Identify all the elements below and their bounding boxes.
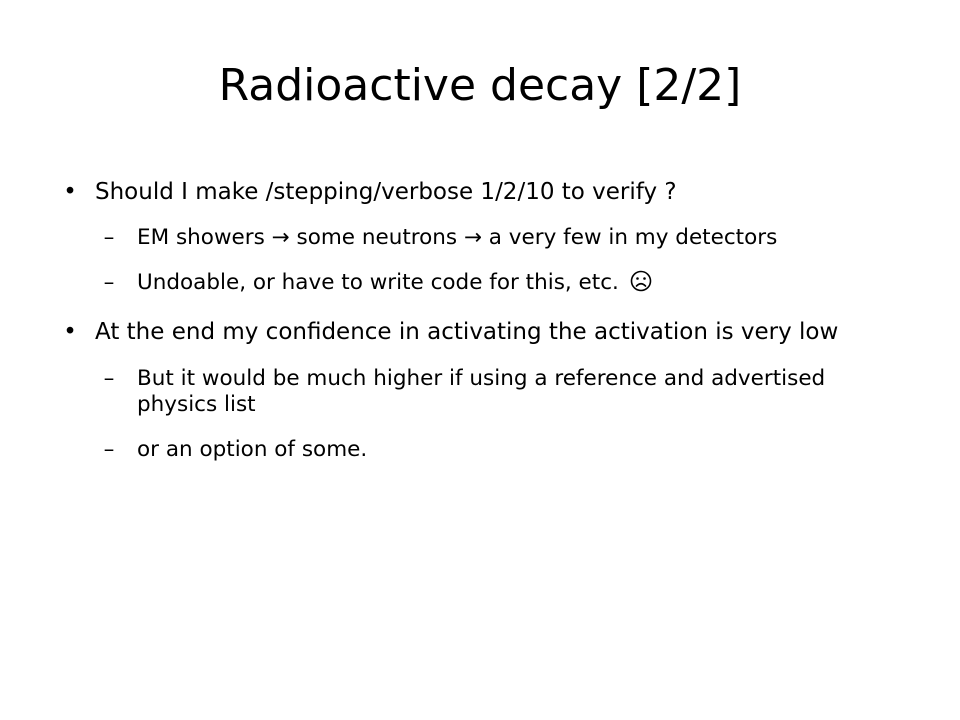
sub-bullet-item bbox=[60, 437, 840, 463]
sub-bullet-item bbox=[60, 270, 840, 299]
bullet-marker: • bbox=[63, 179, 77, 205]
sub-bullet-text: Undoable, or have to write code for this, etc. bbox=[137, 270, 619, 296]
dash-marker: – bbox=[103, 225, 115, 251]
bullet-item bbox=[60, 178, 840, 206]
slide-body bbox=[60, 178, 840, 482]
sub-bullet-item bbox=[60, 225, 840, 251]
sub-bullet-item bbox=[60, 366, 840, 418]
bullet-text: At the end my confidence in activating the activation is very low bbox=[95, 319, 839, 346]
bullet-item bbox=[60, 318, 840, 346]
sub-bullet-text: But it would be much higher if using a reference and advertised physics list bbox=[137, 365, 826, 417]
bullet-marker: • bbox=[63, 319, 77, 346]
bullet-text: Should I make /stepping/verbose 1/2/10 to verify ? bbox=[95, 179, 677, 205]
sub-bullet-text: EM showers → some neutrons → a very few in my detectors bbox=[137, 225, 778, 251]
dash-marker: – bbox=[103, 365, 115, 391]
dash-marker: – bbox=[103, 436, 115, 462]
sub-bullet-text: or an option of some. bbox=[137, 436, 368, 462]
slide-title: Radioactive decay [2/2] bbox=[218, 60, 742, 111]
dash-marker: – bbox=[103, 270, 115, 296]
frown-face-icon bbox=[630, 270, 652, 299]
